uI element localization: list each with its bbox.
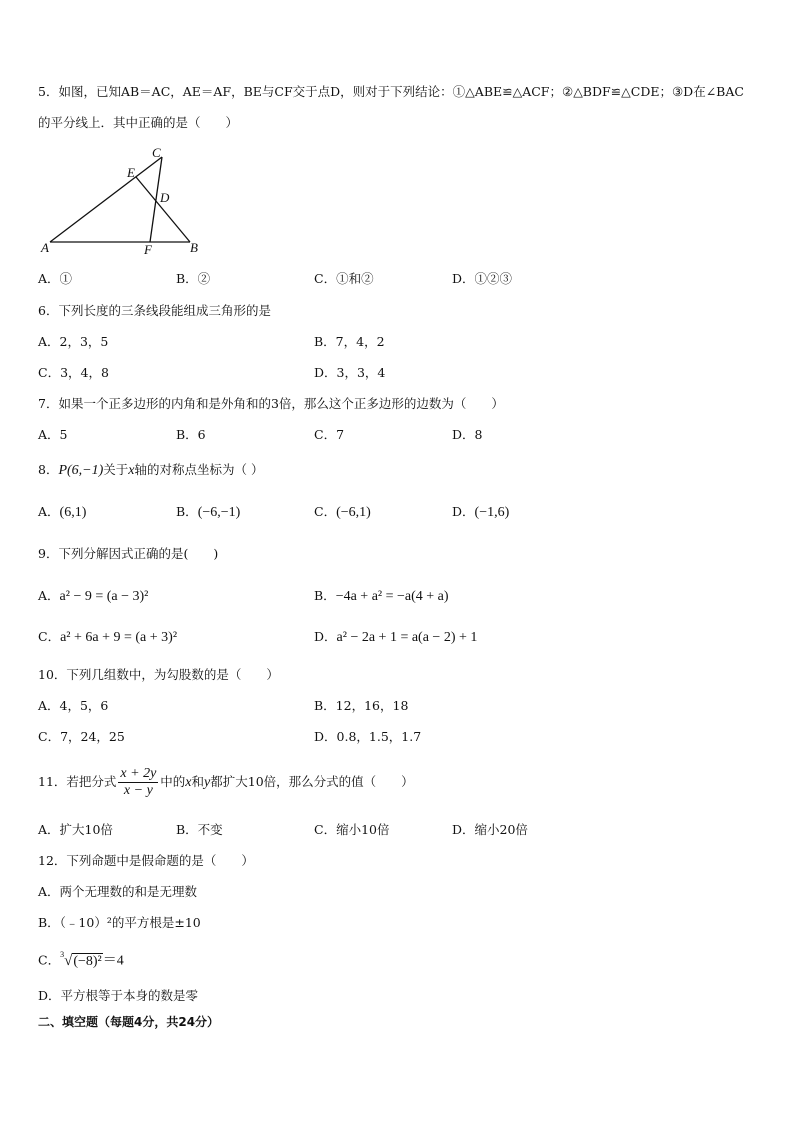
q11-var-y: y <box>204 775 211 790</box>
q11-option-d: D．缩小20倍 <box>452 822 528 837</box>
q7-option-d: D．8 <box>452 427 483 442</box>
q8-option-a-label: A． <box>38 504 60 519</box>
q8-option-c <box>314 504 371 521</box>
section-2-heading: 二、填空题（每题4分，共24分） <box>38 1015 220 1029</box>
q9-option-a <box>38 588 148 605</box>
q7-option-b: B．6 <box>176 427 206 442</box>
q5-option-d: D．①②③ <box>452 271 513 286</box>
q7-stem: 7．如果一个正多边形的内角和是外角和的3倍，那么这个正多边形的边数为（ ） <box>38 396 504 411</box>
q12-option-d: D．平方根等于本身的数是零 <box>38 988 199 1003</box>
q9-option-c-label: C． <box>38 629 61 644</box>
q6-option-c: C．3，4，8 <box>38 365 109 380</box>
q12-cube-root <box>60 950 103 969</box>
q8-option-d-label: D． <box>452 504 475 519</box>
q8-option-a-value: (6,1) <box>59 505 87 520</box>
q7-option-a: A．5 <box>38 427 68 442</box>
q11-option-a: A．扩大10倍 <box>38 822 113 837</box>
q10-option-b: B．12，16，18 <box>314 698 409 713</box>
q11-stem-mid1: 中的 <box>160 774 186 789</box>
q6-option-d: D．3，3，4 <box>314 365 386 380</box>
q12-radicand: (−8)² <box>73 953 102 969</box>
q11-option-c: C．缩小10倍 <box>314 822 390 837</box>
q8-stem-part2: 轴的对称点坐标为（ ） <box>134 462 264 477</box>
q8-point: P(6,−1) <box>58 463 104 478</box>
q12-option-b: B．（﹣10）²的平方根是±10 <box>38 915 201 930</box>
triangle-figure <box>38 146 204 258</box>
q6-option-b: B．7，4，2 <box>314 334 385 349</box>
q9-option-d <box>314 629 477 646</box>
q9-option-c-value: a² + 6a + 9 = (a + 3)² <box>60 630 178 645</box>
q8-option-a <box>38 504 86 521</box>
segment-be <box>136 177 190 242</box>
q10-option-a: A．4，5，6 <box>38 698 109 713</box>
q10-option-d: D．0.8，1.5，1.7 <box>314 729 422 744</box>
q5-option-c: C．①和② <box>314 271 374 286</box>
segment-ac <box>50 157 162 242</box>
q11-stem-post: 都扩大10倍，那么分式的值（ ） <box>210 774 414 789</box>
q8-stem-part1: 关于 <box>103 462 129 477</box>
q5-option-b: B．② <box>176 271 211 286</box>
q12-stem: 12．下列命题中是假命题的是（ ） <box>38 853 254 868</box>
q9-option-a-label: A． <box>38 588 60 603</box>
q9-stem: 9．下列分解因式正确的是( ) <box>38 546 219 561</box>
label-a: A <box>41 240 49 255</box>
q10-stem: 10．下列几组数中，为勾股数的是（ ） <box>38 667 279 682</box>
q8-option-b-label: B． <box>176 504 198 519</box>
q11-stem-pre: 11．若把分式 <box>38 774 117 789</box>
radical-sign-icon: √ <box>64 952 73 969</box>
q11-var-x: x <box>185 775 192 790</box>
q8-option-b-value: (−6,−1) <box>197 505 241 520</box>
q12-option-a: A．两个无理数的和是无理数 <box>38 884 198 899</box>
q8-option-d-value: (−1,6) <box>474 505 510 520</box>
q10-option-c: C．7，24，25 <box>38 729 125 744</box>
q8-option-c-label: C． <box>314 504 337 519</box>
q12-option-c-label: C． <box>38 952 61 968</box>
label-c: C <box>152 146 161 160</box>
q9-option-a-value: a² − 9 = (a − 3)² <box>59 589 149 604</box>
q9-option-b-label: B． <box>314 588 336 603</box>
q9-option-d-label: D． <box>314 629 337 644</box>
q9-option-c <box>38 629 177 646</box>
q11-stem <box>38 760 414 804</box>
q5-stem-line1: 5．如图，已知AB＝AC，AE＝AF，BE与CF交于点D，则对于下列结论：①△ABE≌△ACF；②△BDF≌△CDE；③D在∠BAC <box>38 84 744 99</box>
q8-option-c-value: (−6,1) <box>336 505 371 520</box>
q12-option-c-rest: ＝4 <box>102 953 124 969</box>
q8-stem <box>38 462 264 479</box>
q7-option-c: C．7 <box>314 427 345 442</box>
q11-stem-mid2: 和 <box>191 774 205 789</box>
q9-option-b-value: −4a + a² = −a(4 + a) <box>335 589 449 604</box>
q11-option-b: B．不变 <box>176 822 223 837</box>
q12-option-c <box>38 949 124 970</box>
q8-axis: x <box>128 463 135 478</box>
q9-option-d-value: a² − 2a + 1 = a(a − 2) + 1 <box>336 630 478 645</box>
q12-root-index: 3 <box>60 950 65 959</box>
q8-option-b <box>176 504 240 521</box>
q5-stem-line2: 的平分线上．其中正确的是（ ） <box>38 115 239 130</box>
q9-option-b <box>314 588 449 605</box>
q6-option-a: A．2，3，5 <box>38 334 109 349</box>
q11-denominator: x − y <box>123 783 153 798</box>
q8-option-d <box>452 504 509 521</box>
label-f: F <box>144 242 152 257</box>
q8-number: 8． <box>38 462 59 477</box>
q11-fraction <box>118 766 158 799</box>
q6-stem: 6．下列长度的三条线段能组成三角形的是 <box>38 303 271 318</box>
label-b: B <box>190 240 198 255</box>
q11-numerator: x + 2y <box>120 766 157 781</box>
label-e: E <box>127 165 135 180</box>
label-d: D <box>160 190 170 205</box>
q5-option-a: A．① <box>38 271 73 286</box>
